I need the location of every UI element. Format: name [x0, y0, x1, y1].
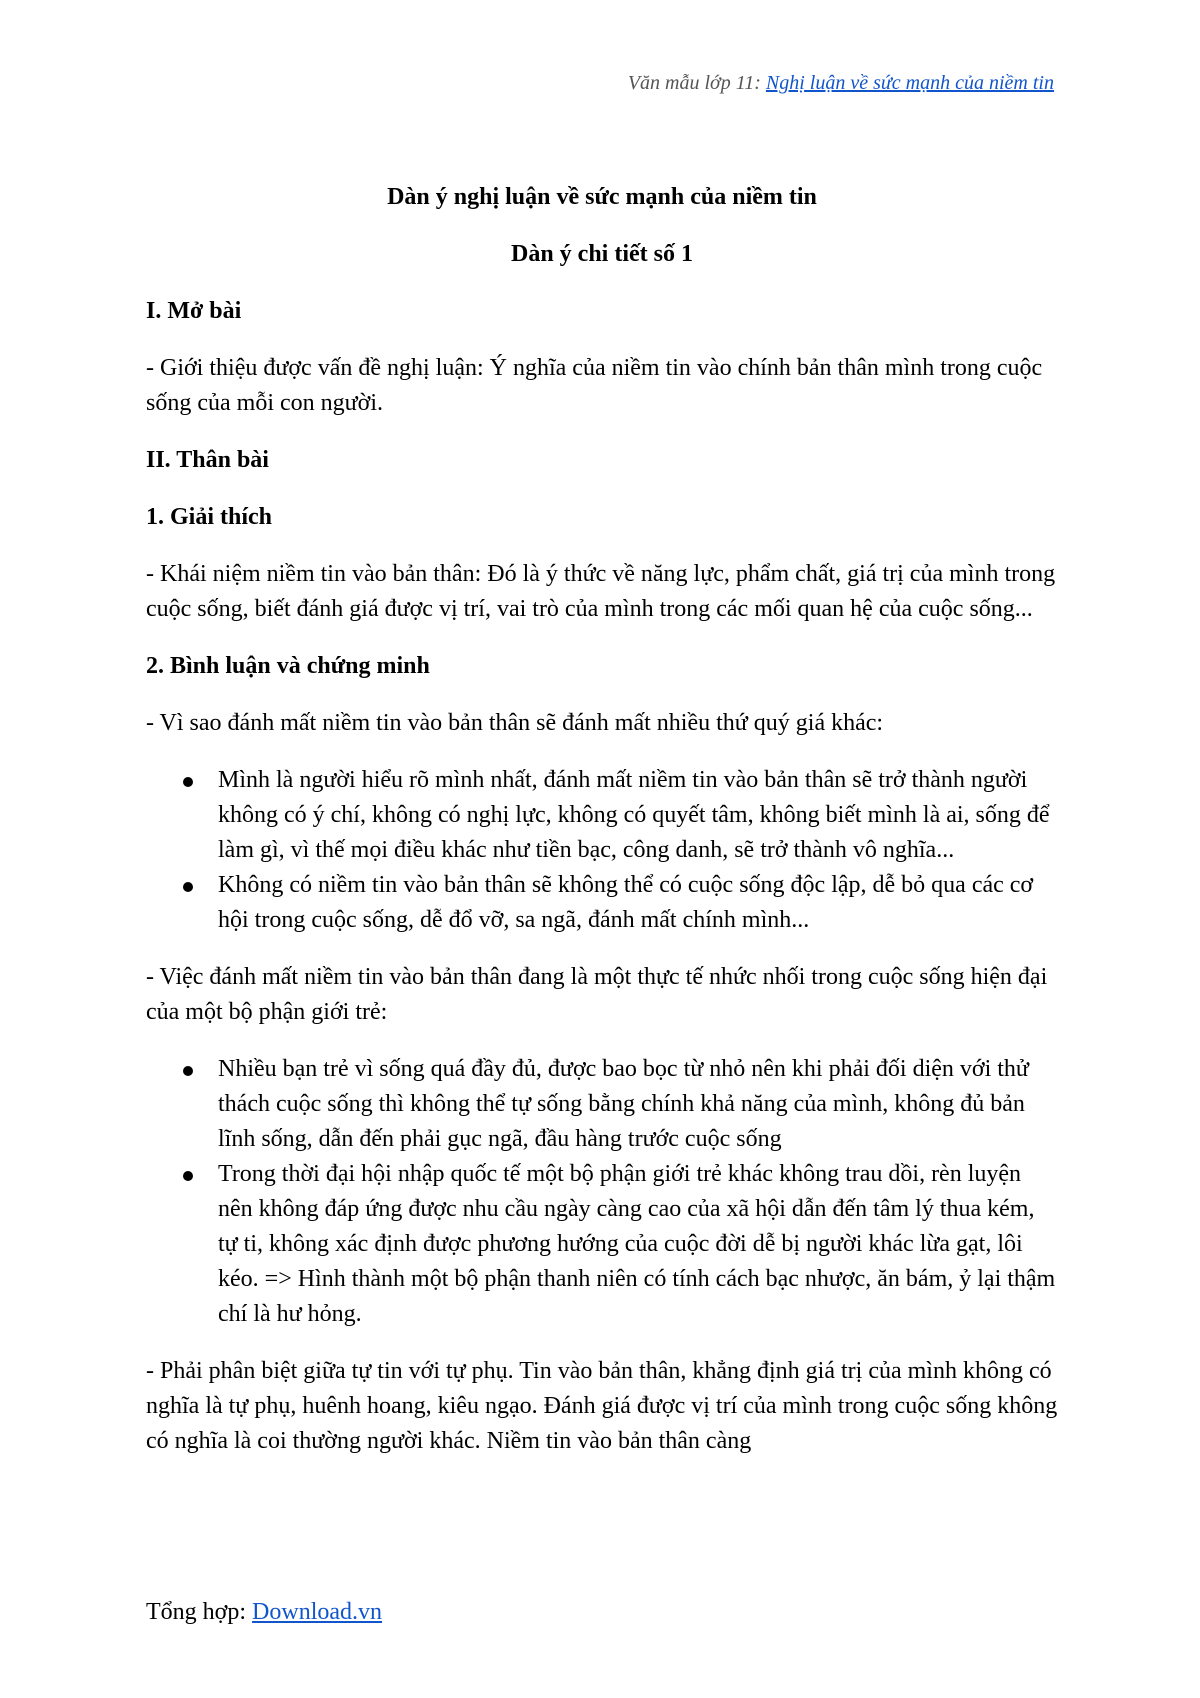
list-item [218, 868, 1058, 938]
section-heading-intro: I. Mở bài [146, 298, 242, 324]
list-item [218, 1157, 1058, 1332]
list-item-text: Mình là người hiểu rõ mình nhất, đánh mất niềm tin vào bản thân sẽ trở thành người không có ý chí, không có nghị lực, không có quyết tâm, không biết mình là ai, sống để làm gì, vì thế mọi điều khác như tiền bạc, công danh, sẽ trở thành vô nghĩa... [218, 767, 1050, 863]
list-item [218, 1052, 1058, 1157]
subheading-discussion: 2. Bình luận và chứng minh [146, 653, 430, 679]
list-item [218, 763, 1058, 868]
bullet-icon [183, 1171, 193, 1181]
paragraph: - Giới thiệu được vấn đề nghị luận: Ý nghĩa của niềm tin vào chính bản thân mình trong cuộc sống của mỗi con người. [146, 355, 1043, 416]
paragraph: - Phải phân biệt giữa tự tin với tự phụ. Tin vào bản thân, khẳng định giá trị của mình không có nghĩa là tự phụ, huênh hoang, kiêu ngạo. Đánh giá được vị trí của mình trong cuộc sống không có nghĩa là coi thường người khác. Niềm tin vào bản thân càng [146, 1358, 1058, 1454]
bullet-list [146, 763, 1058, 938]
footer-prefix: Tổng hợp: [146, 1599, 253, 1625]
bullet-icon [183, 882, 193, 892]
bullet-icon [183, 1066, 193, 1076]
bullet-icon [183, 777, 193, 787]
list-item-text: Nhiều bạn trẻ vì sống quá đầy đủ, được bao bọc từ nhỏ nên khi phải đối diện với thử thách cuộc sống thì không thể tự sống bằng chính khả năng của mình, không đủ bản lĩnh sống, dẫn đến phải gục ngã, đầu hàng trước cuộc sống [218, 1056, 1029, 1152]
footer-link[interactable]: Download.vn [252, 1599, 383, 1625]
page-footer [146, 1599, 382, 1626]
paragraph: - Vì sao đánh mất niềm tin vào bản thân sẽ đánh mất nhiều thứ quý giá khác: [146, 710, 884, 736]
section-heading-body: II. Thân bài [146, 447, 269, 473]
page-header [628, 72, 1054, 95]
list-item-text: Không có niềm tin vào bản thân sẽ không thể có cuộc sống độc lập, dễ bỏ qua các cơ hội trong cuộc sống, dễ đổ vỡ, sa ngã, đánh mất chính mình... [218, 872, 1034, 933]
subheading-explanation: 1. Giải thích [146, 504, 273, 530]
paragraph: - Việc đánh mất niềm tin vào bản thân đang là một thực tế nhức nhối trong cuộc sống hiện đại của một bộ phận giới trẻ: [146, 964, 1048, 1025]
header-link[interactable]: Nghị luận về sức mạnh của niềm tin [765, 72, 1054, 94]
paragraph: - Khái niệm niềm tin vào bản thân: Đó là ý thức về năng lực, phẩm chất, giá trị của mình trong cuộc sống, biết đánh giá được vị trí, vai trò của mình trong các mối quan hệ của cuộc sống... [146, 561, 1056, 622]
document-subtitle: Dàn ý chi tiết số 1 [511, 241, 693, 267]
list-item-text: Trong thời đại hội nhập quốc tế một bộ phận giới trẻ khác không trau dồi, rèn luyện nên không đáp ứng được nhu cầu ngày càng cao của xã hội dẫn đến tâm lý thua kém, tự ti, không xác định được phương hướng của cuộc đời dễ bị người khác lừa gạt, lôi kéo. => Hình thành một bộ phận thanh niên có tính cách bạc nhược, ăn bám, ỷ lại thậm chí là hư hỏng. [218, 1161, 1056, 1327]
header-prefix: Văn mẫu lớp 11: [627, 72, 766, 94]
document-title: Dàn ý nghị luận về sức mạnh của niềm tin [387, 184, 817, 210]
bullet-list [146, 1052, 1058, 1332]
document-body [146, 180, 1058, 1481]
